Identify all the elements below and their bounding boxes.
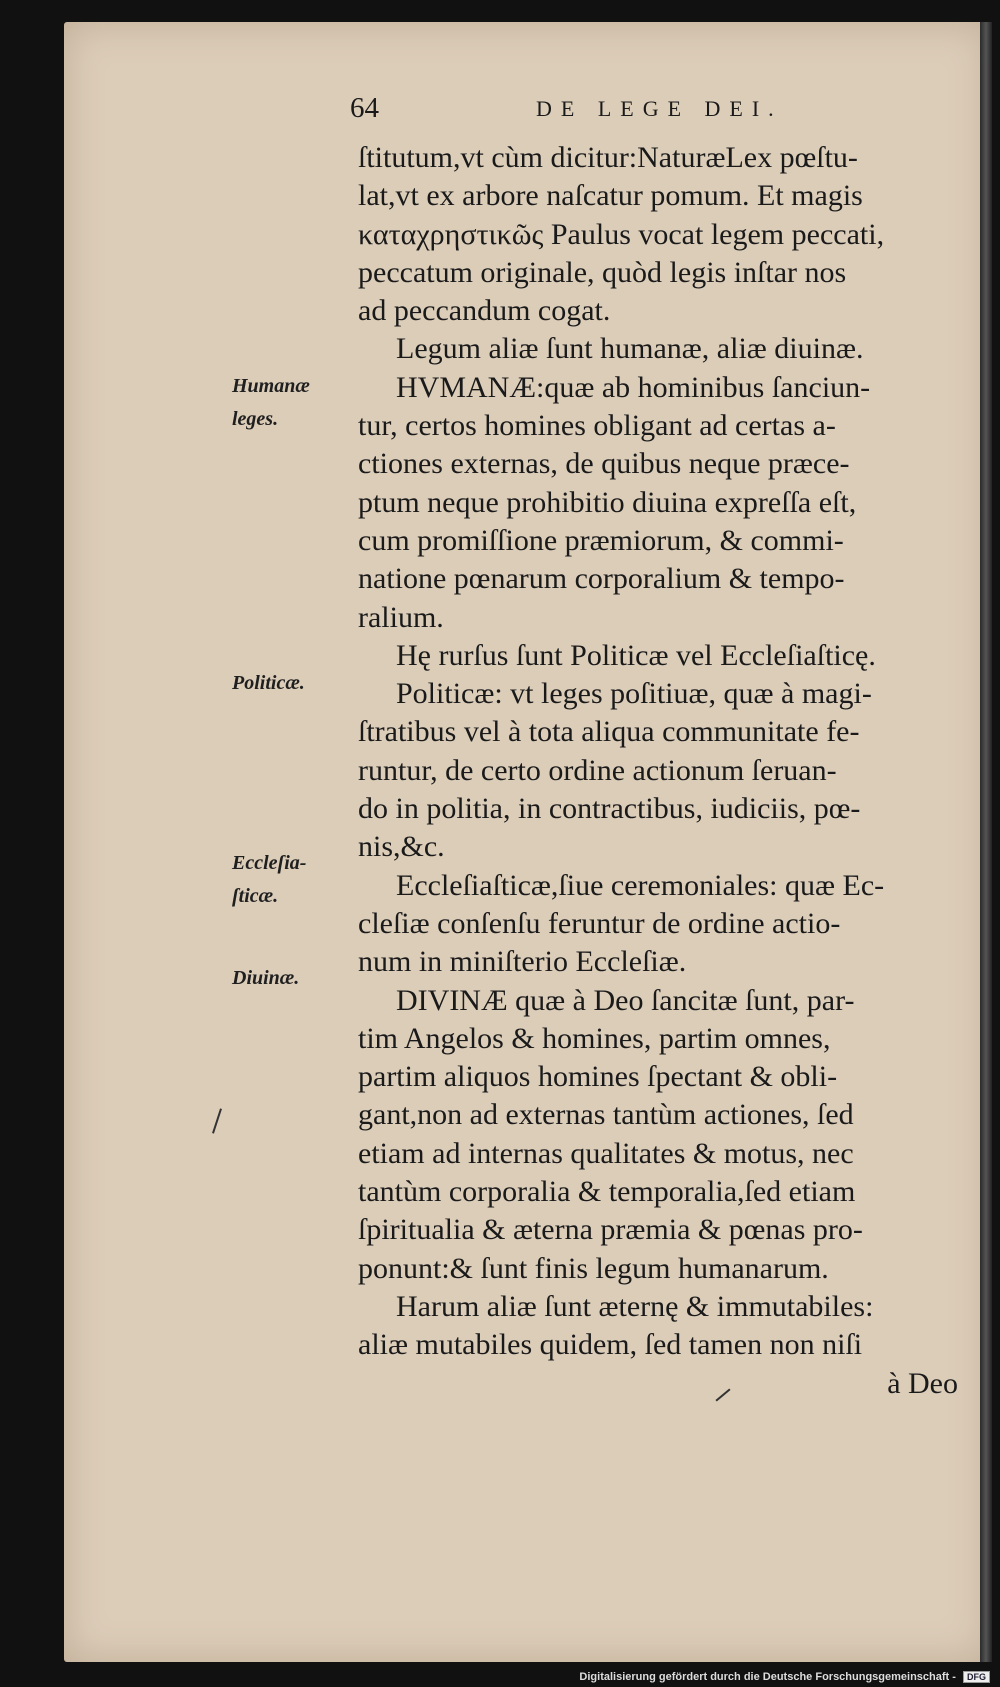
text-line: HVMANÆ:quæ ab hominibus ſanciun- — [396, 370, 871, 404]
margin-note-line: Humanæ — [232, 375, 310, 397]
page-edge — [980, 22, 992, 1662]
dfg-logo: DFG — [963, 1671, 990, 1683]
text-line: cleſiæ conſenſu feruntur de ordine actio- — [358, 906, 841, 940]
text-line: nis,&c. — [358, 830, 445, 864]
margin-note-line: leges. — [232, 408, 279, 430]
text-line: ſtratibus vel à tota aliqua communitate fe- — [358, 715, 860, 749]
text-line: Harum aliæ ſunt æternę & immutabiles: — [396, 1289, 874, 1323]
running-title: DE LEGE DEI. — [536, 96, 783, 121]
text-line: cum promiſſione præmiorum, & commi- — [358, 523, 844, 557]
margin-note-line: Eccleſia- — [232, 852, 307, 874]
text-line: ponunt:& ſunt finis legum humanarum. — [358, 1251, 829, 1285]
margin-note-divinae — [232, 962, 299, 995]
text-line: ralium. — [358, 600, 444, 634]
text-line: ſpiritualia & æterna præmia & pœnas pro- — [358, 1213, 863, 1247]
text-line: κατα​χρηστικῶς Paulus vocat legem peccati, — [358, 217, 885, 251]
footer-credit — [579, 1671, 990, 1683]
text-line: ptum neque prohibitio diuina expreſſa eſt, — [358, 485, 857, 519]
margin-note-line: ſticæ. — [232, 885, 279, 907]
text-line: runtur, de certo ordine actionum ſeruan- — [358, 753, 837, 787]
margin-note-line: Politicæ. — [232, 672, 305, 694]
margin-note-line: Diuinæ. — [232, 967, 300, 989]
text-line: num in miniſterio Eccleſiæ. — [358, 945, 687, 979]
text-line: lat,vt ex arbore naſcatur pomum. Et magis — [358, 179, 863, 213]
text-line: Hę rurſus ſunt Politicæ vel Eccleſiaſticę. — [396, 638, 876, 672]
text-line: tim Angelos & homines, partim omnes, — [358, 1021, 831, 1055]
text-line: aliæ mutabiles quidem, ſed tamen non niſi — [358, 1328, 863, 1362]
text-line: natione pœnarum corporalium & tempo- — [358, 562, 845, 596]
body-text — [358, 139, 958, 1403]
margin-note-ecclesiasticae — [232, 847, 306, 913]
text-line: Legum aliæ ſunt humanæ, aliæ diuinæ. — [396, 332, 864, 366]
text-line: DIVINÆ quæ à Deo ſancitæ ſunt, par- — [396, 983, 855, 1017]
text-line: etiam ad internas qualitates & motus, nec — [358, 1136, 854, 1170]
footer-credit-text: Digitalisierung gefördert durch die Deutsche Forschungsgemeinschaft - — [579, 1671, 956, 1683]
margin-note-politicae — [232, 667, 305, 700]
text-line: do in politia, in contractibus, iudiciis, pœ- — [358, 792, 861, 826]
margin-note-humanae — [232, 370, 310, 436]
text-line: ſtitutum,vt cùm dicitur:NaturæLex pœſtu- — [358, 141, 858, 174]
text-line: ctiones externas, de quibus neque præce- — [358, 447, 850, 481]
text-line: partim aliquos homines ſpectant & obli- — [358, 1060, 838, 1094]
page-number: 64 — [350, 92, 379, 124]
text-line: Eccleſiaſticæ,ſiue ceremoniales: quæ Ec- — [396, 868, 885, 902]
text-line: tur, certos homines obligant ad certas a- — [358, 409, 836, 443]
text-line: peccatum originale, quòd legis inſtar nos — [358, 255, 847, 289]
catchword: à Deo — [887, 1366, 958, 1400]
text-line: ad peccandum cogat. — [358, 294, 611, 328]
text-line: gant,non ad externas tantùm actiones, ſed — [358, 1098, 854, 1132]
text-line: tantùm corporalia & temporalia,ſed etiam — [358, 1175, 856, 1209]
text-line: Politicæ: vt leges poſitiuæ, quæ à magi- — [396, 677, 872, 711]
